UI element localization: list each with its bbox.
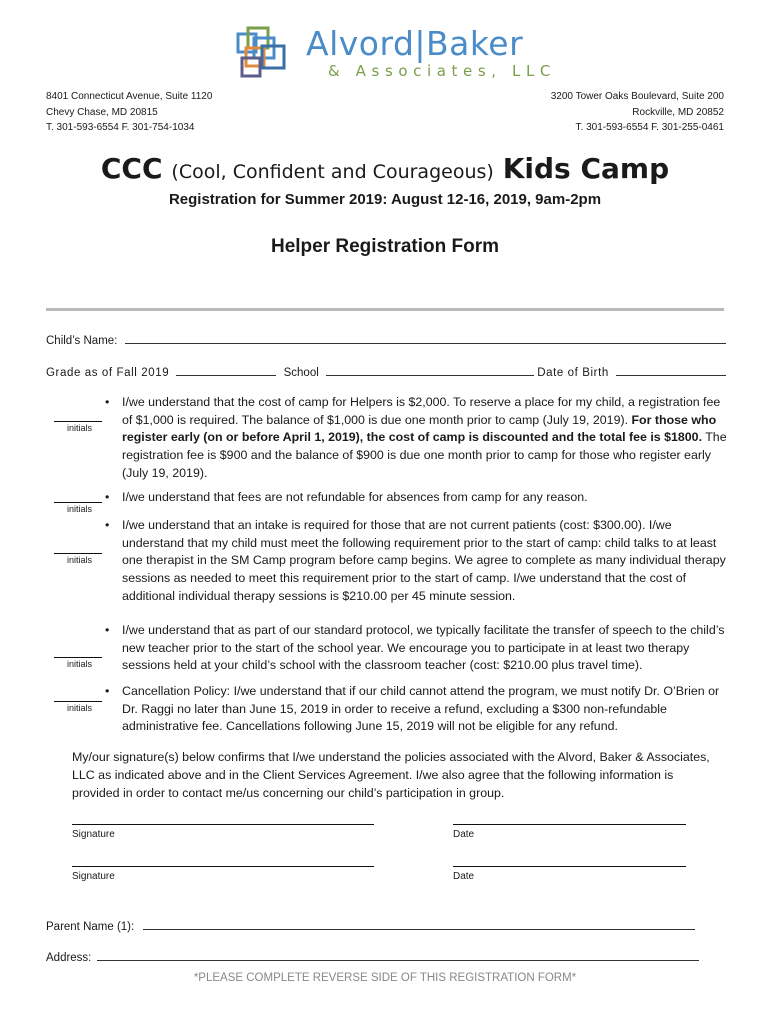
bullet-icon: •	[105, 490, 110, 504]
child-name-field[interactable]	[125, 333, 726, 344]
divider	[46, 308, 724, 311]
initials-label: initials	[67, 703, 93, 713]
initials-2[interactable]	[54, 502, 102, 514]
policy-item-transfer	[105, 622, 731, 675]
signature-field-1[interactable]	[72, 824, 374, 825]
initials-label: initials	[67, 659, 93, 669]
school-label: School	[283, 367, 319, 379]
parent-name-label: Parent Name (1):	[46, 921, 135, 933]
policy-text-after: The registration fee is $900 and the balance of $900 is due one month prior to camp for those who register early (July 19, 2019).	[122, 430, 727, 480]
initials-1[interactable]	[54, 421, 102, 433]
policy-item-cancellation	[105, 683, 731, 736]
policy-text-normal: I/we understand that the cost of camp for Helpers is $2,000. To reserve a place for my child, a registration fee of $1,000 is required. The balance of $1,000 is due one month prior to camp (July 19, 2019).	[122, 395, 721, 427]
address-right	[551, 89, 724, 136]
date-label-1: Date	[453, 829, 475, 840]
dob-field[interactable]	[616, 365, 726, 376]
address-left-line3: T. 301-593-6554 F. 301-754-1034	[46, 122, 195, 133]
initials-line	[54, 657, 102, 658]
address-field[interactable]	[97, 950, 699, 961]
address-label: Address:	[46, 952, 92, 964]
address-right-line3: T. 301-593-6554 F. 301-255-0461	[575, 122, 724, 133]
initials-line	[54, 553, 102, 554]
policy-text: I/we understand that an intake is required for those that are not current patients (cost: $300.00). I/we understand that my child must meet the following requirement prior to the start of camp: child talks to at least one therapist in the SM Camp program before camp begins. We agree to complete as many individual therapy sessions as needed to meet this requirement prior to the start of camp. I/we understand that the cost of additional individual therapy sessions is $210.00 per 45 minute session.	[122, 518, 726, 603]
initials-label: initials	[67, 504, 93, 514]
company-logo	[234, 20, 556, 84]
date-field-1[interactable]	[453, 824, 686, 825]
address-right-line1: 3200 Tower Oaks Boulevard, Suite 200	[550, 91, 724, 102]
address-row	[46, 950, 726, 964]
reverse-side-note: *PLEASE COMPLETE REVERSE SIDE OF THIS REGISTRATION FORM*	[193, 972, 577, 984]
policy-item-refund	[105, 489, 731, 507]
policy-text: I/we understand that fees are not refundable for absences from camp for any reason.	[122, 490, 588, 504]
bullet-icon: •	[105, 623, 110, 637]
grade-label: Grade as of Fall 2019	[46, 367, 170, 379]
date-label-2: Date	[453, 871, 475, 882]
address-right-line2: Rockville, MD 20852	[632, 106, 724, 118]
signature-paragraph: My/our signature(s) below confirms that I/we understand the policies associated with the Alvord, Baker & Associates, LLC as indicated above and in the Client Services Agreement. I/we also agree that the following information is provided in order to contact me/us concerning our child’s participation in group.	[72, 750, 710, 800]
child-name-label: Child’s Name:	[46, 335, 118, 347]
logo-brand-text: Alvord|Baker	[306, 24, 524, 63]
camp-title	[0, 152, 770, 185]
title-middle: (Cool, Confident and Courageous)	[171, 161, 494, 183]
grade-school-dob-row	[46, 365, 726, 379]
form-title: Helper Registration Form	[270, 236, 500, 257]
policy-text: Cancellation Policy: I/we understand that if our child cannot attend the program, we must notify Dr. O’Brien or Dr. Raggi no later than June 15, 2019 in order to receive a refund, excluding a $300 non-refundable administrative fee. Cancellations following June 15, 2019 will not be eligible for any refund.	[122, 684, 720, 734]
initials-label: initials	[67, 423, 93, 433]
initials-line	[54, 502, 102, 503]
child-name-row	[46, 333, 726, 347]
title-ccc: CCC	[100, 152, 163, 185]
parent-name-field[interactable]	[143, 919, 695, 930]
address-left-line2: Chevy Chase, MD 20815	[46, 106, 158, 118]
address-left-line1: 8401 Connecticut Avenue, Suite 1120	[46, 91, 213, 102]
initials-3[interactable]	[54, 553, 102, 565]
initials-4[interactable]	[54, 657, 102, 669]
address-left	[46, 89, 212, 136]
policy-item-cost	[105, 394, 731, 483]
dob-label: Date of Birth	[537, 367, 609, 379]
title-end: Kids Camp	[502, 152, 670, 185]
date-field-2[interactable]	[453, 866, 686, 867]
signature-field-2[interactable]	[72, 866, 374, 867]
initials-5[interactable]	[54, 701, 102, 713]
initials-label: initials	[67, 555, 93, 565]
grade-field[interactable]	[176, 365, 276, 376]
bullet-icon: •	[105, 684, 110, 698]
policy-text: I/we understand that as part of our standard protocol, we typically facilitate the transfer of speech to the child’s new teacher prior to the start of the school year. We encourage you to participate in at least two therapy sessions held at your child’s school with the classroom teacher (cost: $210.00 plus travel time).	[122, 623, 725, 673]
policy-item-intake	[105, 517, 731, 606]
bullet-icon: •	[105, 518, 110, 532]
logo-squares-icon	[234, 24, 294, 84]
school-field[interactable]	[326, 365, 534, 376]
logo-sub-text: & Associates, LLC	[328, 62, 556, 80]
signature-label-1: Signature	[72, 829, 115, 840]
initials-line	[54, 421, 102, 422]
signature-label-2: Signature	[72, 871, 115, 882]
initials-line	[54, 701, 102, 702]
parent-name-row	[46, 919, 726, 933]
bullet-icon: •	[105, 395, 110, 409]
policy-text	[122, 394, 731, 483]
policy-text-bold: For those who register early (on or before April 1, 2019), the cost of camp is discounted and the total fee is $1800.	[122, 412, 717, 445]
registration-dates: Registration for Summer 2019: August 12-16, 2019, 9am-2pm	[168, 191, 602, 208]
